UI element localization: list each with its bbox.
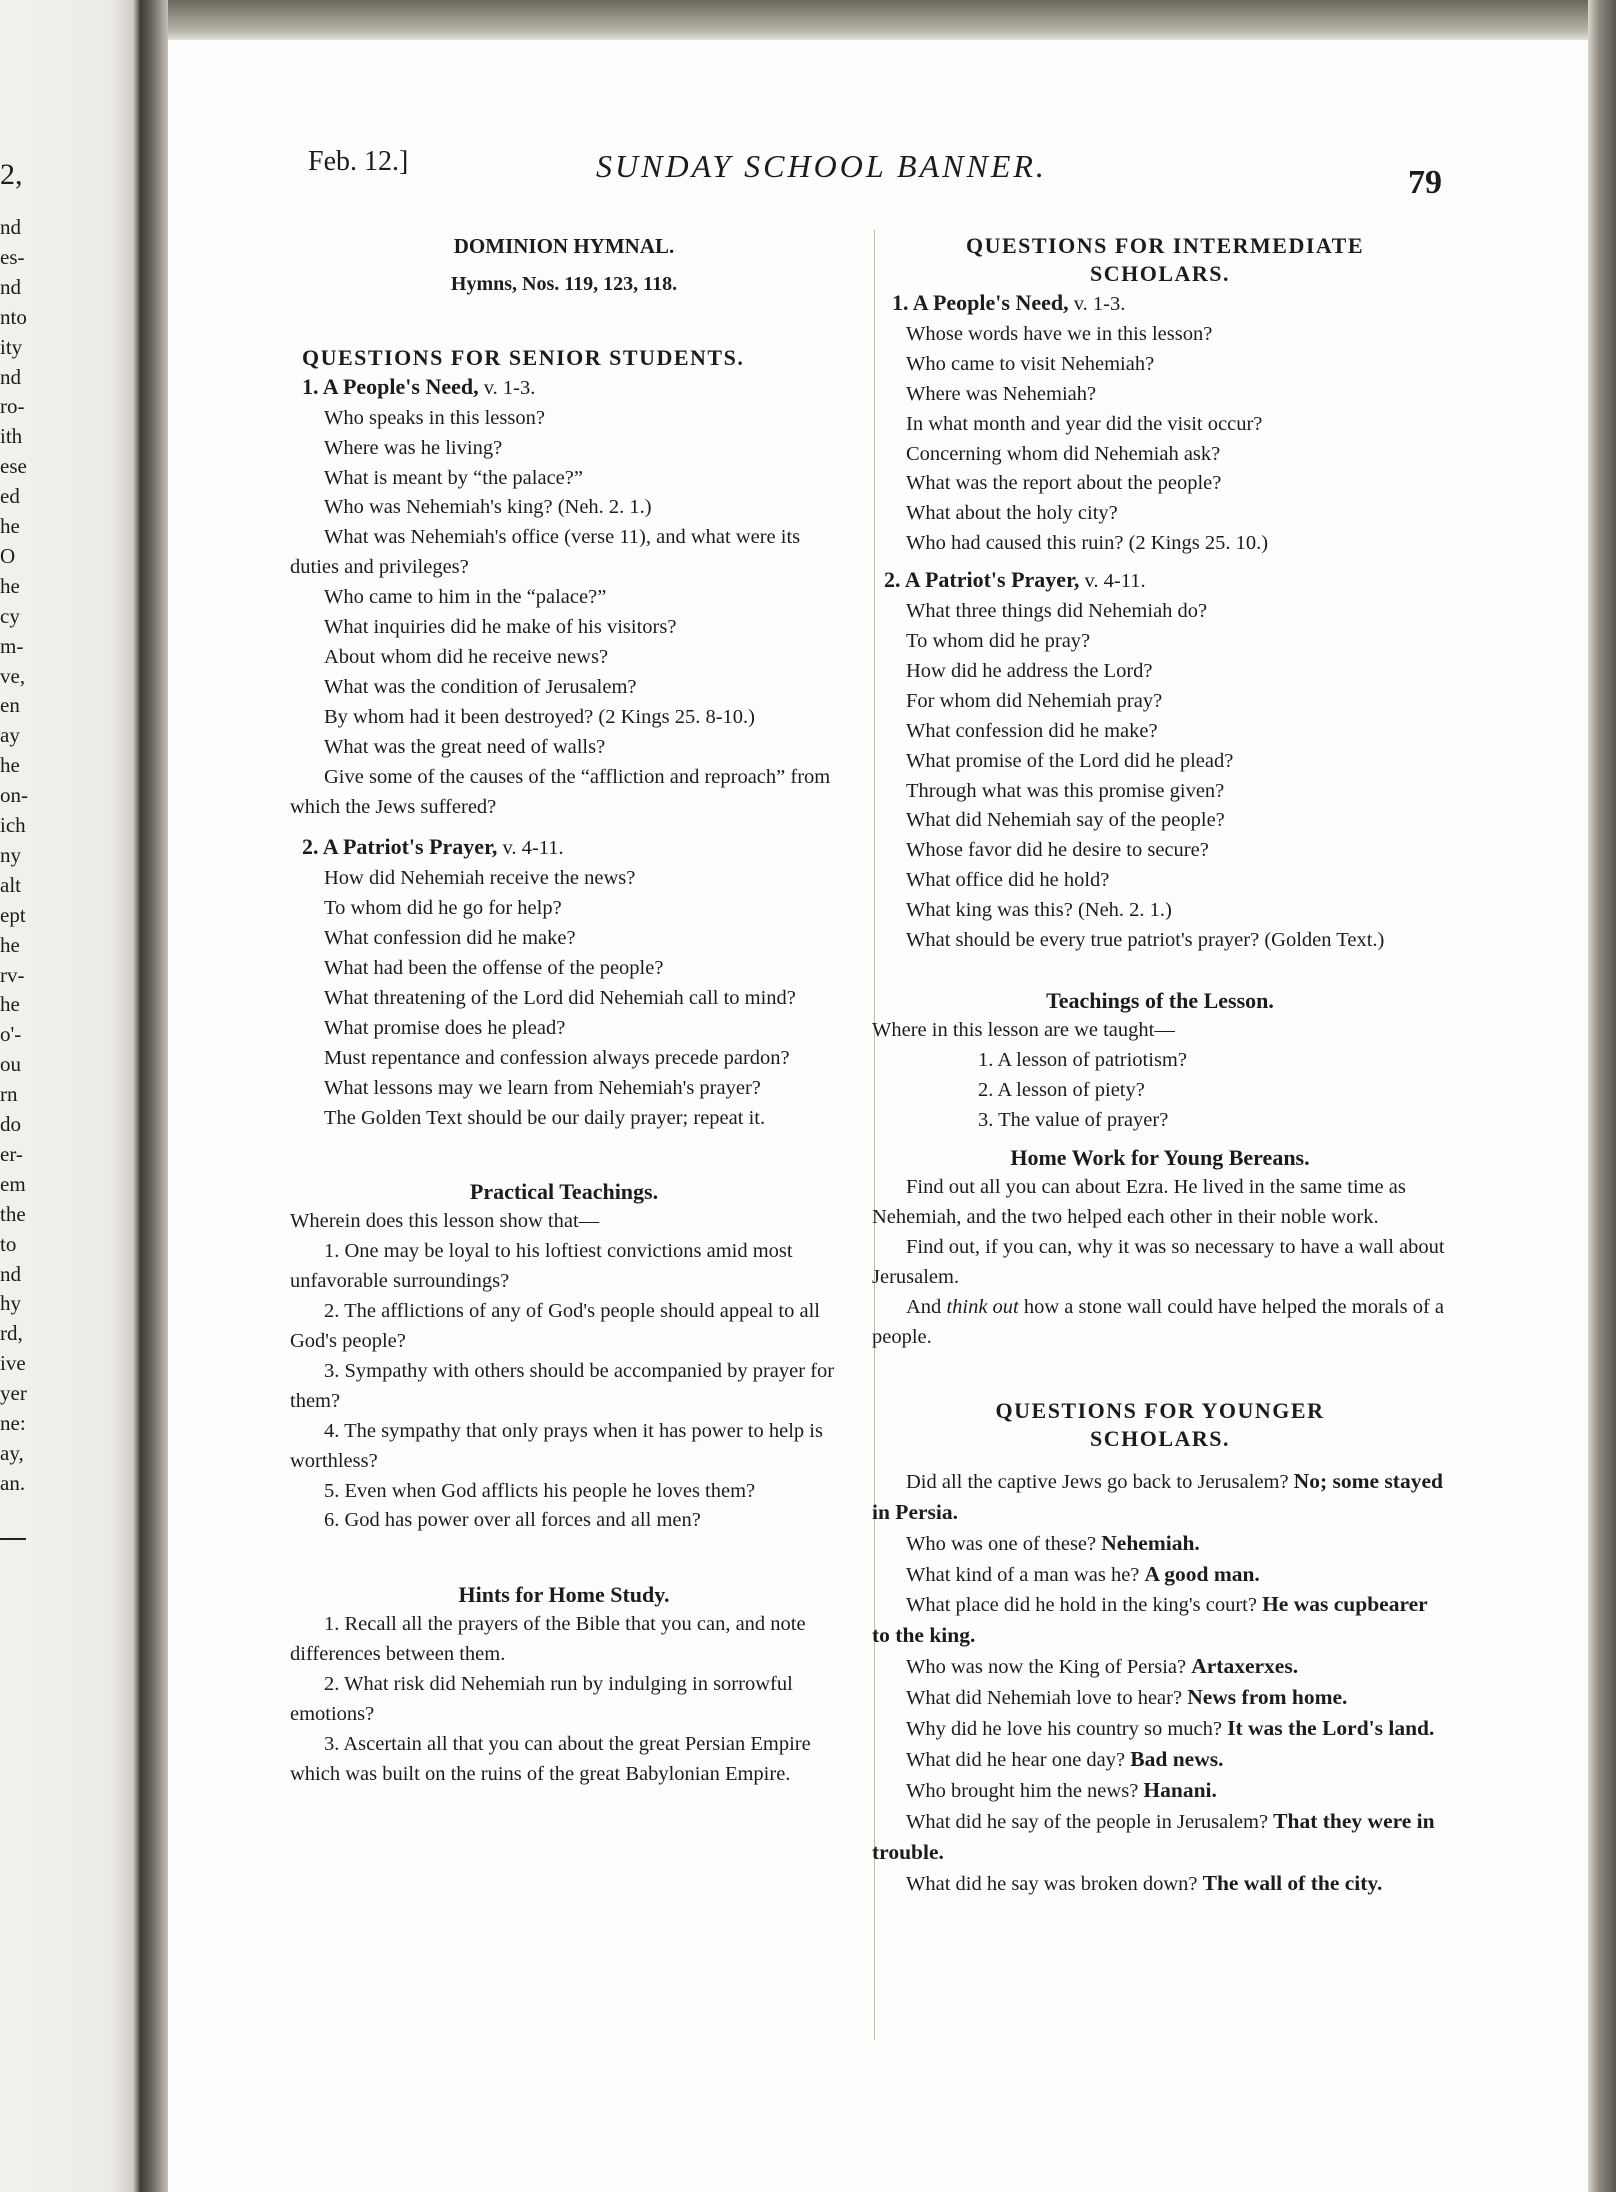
list-item: 1. One may be loyal to his loftiest convictions amid most unfavorable surroundings? — [290, 1240, 793, 1293]
intermediate-section2-heading — [872, 565, 1448, 597]
practical-teachings-heading: Practical Teachings. — [469, 1179, 659, 1205]
question: The Golden Text should be our daily prayer; repeat it. — [324, 1106, 766, 1129]
question: What confession did he make? — [906, 719, 1158, 742]
facing-page-word-fragment: cy — [0, 603, 20, 628]
answer: No; some stayed in Persia. — [872, 1468, 1443, 1524]
qa-item — [872, 1745, 1448, 1776]
home-work-paragraph-3 — [872, 1293, 1448, 1353]
list-item: 2. The afflictions of any of God's people should appeal to all God's people? — [290, 1300, 820, 1352]
facing-page-word-fragment: o'- — [0, 1022, 22, 1047]
qa-item — [872, 1560, 1448, 1591]
question: What had been the offense of the people? — [324, 957, 664, 980]
qa-item — [872, 1714, 1448, 1745]
facing-page-word-fragment: he — [0, 753, 20, 778]
facing-page-word-fragment: ay — [0, 723, 20, 748]
senior-section2-questions — [290, 864, 838, 1133]
facing-page-word-fragment: nd — [0, 215, 21, 239]
list-item: 2. A lesson of piety? — [978, 1078, 1145, 1101]
intermediate-heading-line2: SCHOLARS. — [1089, 261, 1231, 286]
facing-page-word-fragment: alt — [0, 872, 21, 897]
question: Whose words have we in this lesson? — [906, 322, 1213, 345]
list-item: 3. The value of prayer? — [978, 1108, 1169, 1131]
question: What promise of the Lord did he plead? — [906, 749, 1234, 772]
question: To whom did he go for help? — [324, 897, 562, 920]
section-title: 1. A People's Need, — [892, 290, 1069, 315]
facing-page-word-fragment: the — [0, 1201, 26, 1226]
facing-page-word-fragment: ith — [0, 424, 23, 449]
answer: A good man. — [1144, 1561, 1260, 1586]
question: How did he address the Lord? — [906, 659, 1153, 682]
facing-page-fragment — [0, 0, 140, 2192]
question: What was the great need of walls? — [324, 735, 606, 758]
qa-item — [872, 1529, 1448, 1560]
list-item: 3. Sympathy with others should be accompanied by prayer for them? — [290, 1359, 835, 1412]
question: What place did he hold in the king's court? — [906, 1594, 1263, 1617]
hymnal-title: DOMINION HYMNAL. — [453, 234, 675, 258]
facing-page-word-fragment: m- — [0, 633, 24, 658]
facing-page-word-fragment: ou — [0, 1052, 21, 1077]
senior-section1-questions — [290, 404, 838, 823]
facing-page-word-fragment: ity — [0, 334, 23, 359]
list-item: 3. Ascertain all that you can about the great Persian Empire which was built on the ruins of the great Babylonian Empire. — [290, 1732, 811, 1785]
facing-page-word-fragment: ese — [0, 454, 27, 479]
facing-page-word-fragment: er- — [0, 1141, 23, 1166]
facing-page-word-fragment: O — [0, 543, 16, 568]
page-right-edge — [1588, 0, 1616, 2192]
facing-page-number: 2, — [0, 158, 23, 191]
facing-page-rule — [0, 1538, 26, 1540]
section-title: 2. A Patriot's Prayer, — [884, 567, 1080, 593]
question: What promise does he plead? — [324, 1016, 566, 1039]
senior-students-heading: QUESTIONS FOR SENIOR STUDENTS. — [302, 344, 745, 370]
list-item: 1. A lesson of patriotism? — [978, 1048, 1187, 1071]
question: Who speaks in this lesson? — [324, 406, 545, 429]
question: What king was this? (Neh. 2. 1.) — [906, 899, 1172, 922]
list-item: 4. The sympathy that only prays when it has power to help is worthless? — [290, 1419, 823, 1472]
text-run: And — [906, 1296, 947, 1318]
facing-page-word-fragment: to — [0, 1231, 17, 1256]
younger-qa-list — [872, 1467, 1448, 1900]
question: What threatening of the Lord did Nehemiah call to mind? — [324, 986, 796, 1009]
facing-page-word-fragment: do — [0, 1112, 21, 1136]
question: Where was he living? — [324, 436, 503, 459]
hints-list — [290, 1610, 838, 1789]
question: What did he say of the people in Jerusalem? — [906, 1810, 1274, 1833]
question: Who was now the King of Persia? — [906, 1656, 1192, 1679]
page-number: 79 — [1408, 164, 1442, 201]
question: What kind of a man was he? — [906, 1563, 1145, 1586]
answer: Hanani. — [1143, 1777, 1217, 1802]
senior-section1-heading — [290, 372, 838, 404]
facing-page-word-fragment: he — [0, 992, 20, 1017]
right-column — [872, 232, 1448, 1900]
facing-page-word-fragment: rd, — [0, 1321, 23, 1346]
facing-page-word-fragment: yer — [0, 1381, 27, 1406]
answer: The wall of the city. — [1202, 1870, 1383, 1895]
question: To whom did he pray? — [906, 629, 1091, 652]
qa-item — [872, 1467, 1448, 1529]
answer: He was cupbearer to the king. — [872, 1592, 1428, 1648]
facing-page-word-fragment: hy — [0, 1291, 21, 1316]
answer: Artaxerxes. — [1191, 1654, 1299, 1679]
question: What did Nehemiah say of the people? — [906, 809, 1225, 832]
question: For whom did Nehemiah pray? — [906, 689, 1163, 712]
answer: That they were in trouble. — [872, 1808, 1435, 1864]
answer: News from home. — [1187, 1685, 1348, 1710]
text-run: how a stone wall could have helped the morals of a people. — [872, 1296, 1444, 1348]
question: What three things did Nehemiah do? — [906, 600, 1208, 623]
question: Whose favor did he desire to secure? — [906, 839, 1209, 862]
question: What did he say was broken down? — [906, 1872, 1203, 1895]
question: What did Nehemiah love to hear? — [906, 1687, 1188, 1710]
qa-item — [872, 1776, 1448, 1807]
book-gutter — [140, 0, 170, 2192]
intermediate-section1-heading — [872, 288, 1448, 320]
question: What inquiries did he make of his visitors? — [324, 616, 677, 639]
facing-page-word-fragment: en — [0, 693, 20, 718]
question: Concerning whom did Nehemiah ask? — [906, 442, 1221, 465]
teachings-intro: Where in this lesson are we taught— — [872, 1018, 1175, 1041]
question: What lessons may we learn from Nehemiah's prayer? — [324, 1076, 761, 1099]
question: Why did he love his country so much? — [906, 1718, 1228, 1741]
facing-page-word-fragment: ich — [0, 813, 26, 837]
facing-page-word-fragment: rv- — [0, 962, 25, 987]
facing-page-word-fragment: es- — [0, 244, 25, 269]
question: Through what was this promise given? — [906, 779, 1225, 802]
intermediate-section2-questions — [872, 597, 1448, 956]
answer: It was the Lord's land. — [1227, 1716, 1435, 1741]
publication-title: SUNDAY SCHOOL BANNER. — [596, 148, 1047, 184]
facing-page-word-fragment: nd — [0, 274, 21, 299]
question: Where was Nehemiah? — [906, 382, 1097, 405]
facing-page-word-fragment: on- — [0, 783, 28, 808]
verse-ref: v. 4-11. — [502, 837, 564, 860]
qa-item — [872, 1869, 1448, 1900]
teachings-list — [872, 1046, 1448, 1136]
question: Who came to visit Nehemiah? — [906, 352, 1155, 375]
facing-page-word-fragment: nd — [0, 364, 21, 389]
emphasis-text: think out — [946, 1296, 1019, 1318]
question: Give some of the causes of the “affliction and reproach” from which the Jews suffered? — [290, 765, 831, 818]
question: What was the condition of Jerusalem? — [324, 675, 637, 698]
senior-section2-heading — [290, 832, 838, 864]
younger-heading-line1: QUESTIONS FOR YOUNGER — [995, 1397, 1325, 1423]
facing-page-word-fragment: ept — [0, 902, 26, 927]
question: By whom had it been destroyed? (2 Kings 25. 8-10.) — [324, 705, 755, 728]
facing-page-word-fragment: ve, — [0, 663, 26, 688]
question: Who was one of these? — [906, 1532, 1102, 1555]
qa-item — [872, 1807, 1448, 1869]
page-top-shadow — [168, 0, 1588, 44]
section-title: 2. A Patriot's Prayer, — [302, 834, 498, 860]
list-item: 1. Recall all the prayers of the Bible that you can, and note differences between them. — [290, 1613, 806, 1666]
question: Who came to him in the “palace?” — [324, 586, 607, 609]
question: What confession did he make? — [324, 927, 576, 950]
facing-page-word-fragment: ne: — [0, 1411, 26, 1435]
younger-heading-line2: SCHOLARS. — [1089, 1425, 1231, 1451]
question: Must repentance and confession always precede pardon? — [324, 1046, 790, 1069]
facing-page-word-fragment: ny — [0, 842, 21, 867]
question: Who was Nehemiah's king? (Neh. 2. 1.) — [324, 496, 652, 519]
facing-page-word-fragment: he — [0, 514, 20, 538]
home-work-paragraph-2: Find out, if you can, why it was so necessary to have a wall about Jerusalem. — [872, 1236, 1445, 1289]
question: What should be every true patriot's prayer? (Golden Text.) — [906, 929, 1385, 952]
facing-page-word-fragment: ed — [0, 484, 20, 509]
intermediate-section1-questions — [872, 320, 1448, 559]
teachings-heading: Teachings of the Lesson. — [1046, 987, 1274, 1013]
facing-page-word-fragment: ro- — [0, 394, 25, 419]
facing-page-word-fragment: nto — [0, 304, 27, 329]
question: What did he hear one day? — [906, 1748, 1131, 1771]
question: What office did he hold? — [906, 869, 1110, 892]
facing-page-word-fragment: ay, — [0, 1440, 24, 1465]
question: Did all the captive Jews go back to Jerusalem? — [906, 1470, 1294, 1493]
question: What is meant by “the palace?” — [324, 466, 583, 489]
issue-date: Feb. 12.] — [308, 146, 409, 177]
question: What was Nehemiah's office (verse 11), and what were its duties and privileges? — [290, 526, 801, 579]
hints-heading: Hints for Home Study. — [458, 1582, 670, 1608]
list-item: 5. Even when God afflicts his people he loves them? — [324, 1479, 756, 1502]
list-item: 6. God has power over all forces and all men? — [324, 1509, 701, 1532]
question: Who brought him the news? — [906, 1779, 1144, 1802]
facing-page-word-fragment: rn — [0, 1082, 18, 1107]
verse-ref: v. 1-3. — [483, 376, 536, 399]
home-work-paragraph-1: Find out all you can about Ezra. He lived in the same time as Nehemiah, and the two helped each other in their noble work. — [872, 1176, 1406, 1229]
qa-item — [872, 1652, 1448, 1683]
practical-intro: Wherein does this lesson show that— — [290, 1210, 600, 1233]
hymn-numbers: Hymns, Nos. 119, 123, 118. — [450, 272, 678, 295]
practical-teachings-list — [290, 1237, 838, 1536]
question: In what month and year did the visit occur? — [906, 412, 1263, 435]
qa-item — [872, 1590, 1448, 1652]
facing-page-word-fragment: nd — [0, 1261, 21, 1286]
answer: Nehemiah. — [1101, 1530, 1200, 1555]
home-work-heading: Home Work for Young Bereans. — [1010, 1145, 1310, 1171]
facing-page-word-fragment: ive — [0, 1351, 26, 1376]
verse-ref: v. 1-3. — [1073, 293, 1126, 315]
question: About whom did he receive news? — [324, 645, 609, 668]
verse-ref: v. 4-11. — [1084, 570, 1146, 593]
left-column — [290, 226, 838, 1790]
facing-page-word-fragment: he — [0, 573, 20, 598]
question: Who had caused this ruin? (2 Kings 25. 10.) — [906, 532, 1269, 555]
question: What about the holy city? — [906, 502, 1118, 525]
intermediate-heading-line1: QUESTIONS FOR INTERMEDIATE — [966, 233, 1364, 258]
section-title: 1. A People's Need, — [302, 373, 479, 399]
facing-page-word-fragment: an. — [0, 1470, 26, 1495]
list-item: 2. What risk did Nehemiah run by indulging in sorrowful emotions? — [290, 1673, 793, 1725]
question: How did Nehemiah receive the news? — [324, 867, 636, 890]
facing-page-word-fragment: he — [0, 932, 20, 957]
question: What was the report about the people? — [906, 472, 1222, 495]
qa-item — [872, 1683, 1448, 1714]
answer: Bad news. — [1130, 1746, 1224, 1771]
facing-page-word-fragment: em — [0, 1171, 26, 1196]
